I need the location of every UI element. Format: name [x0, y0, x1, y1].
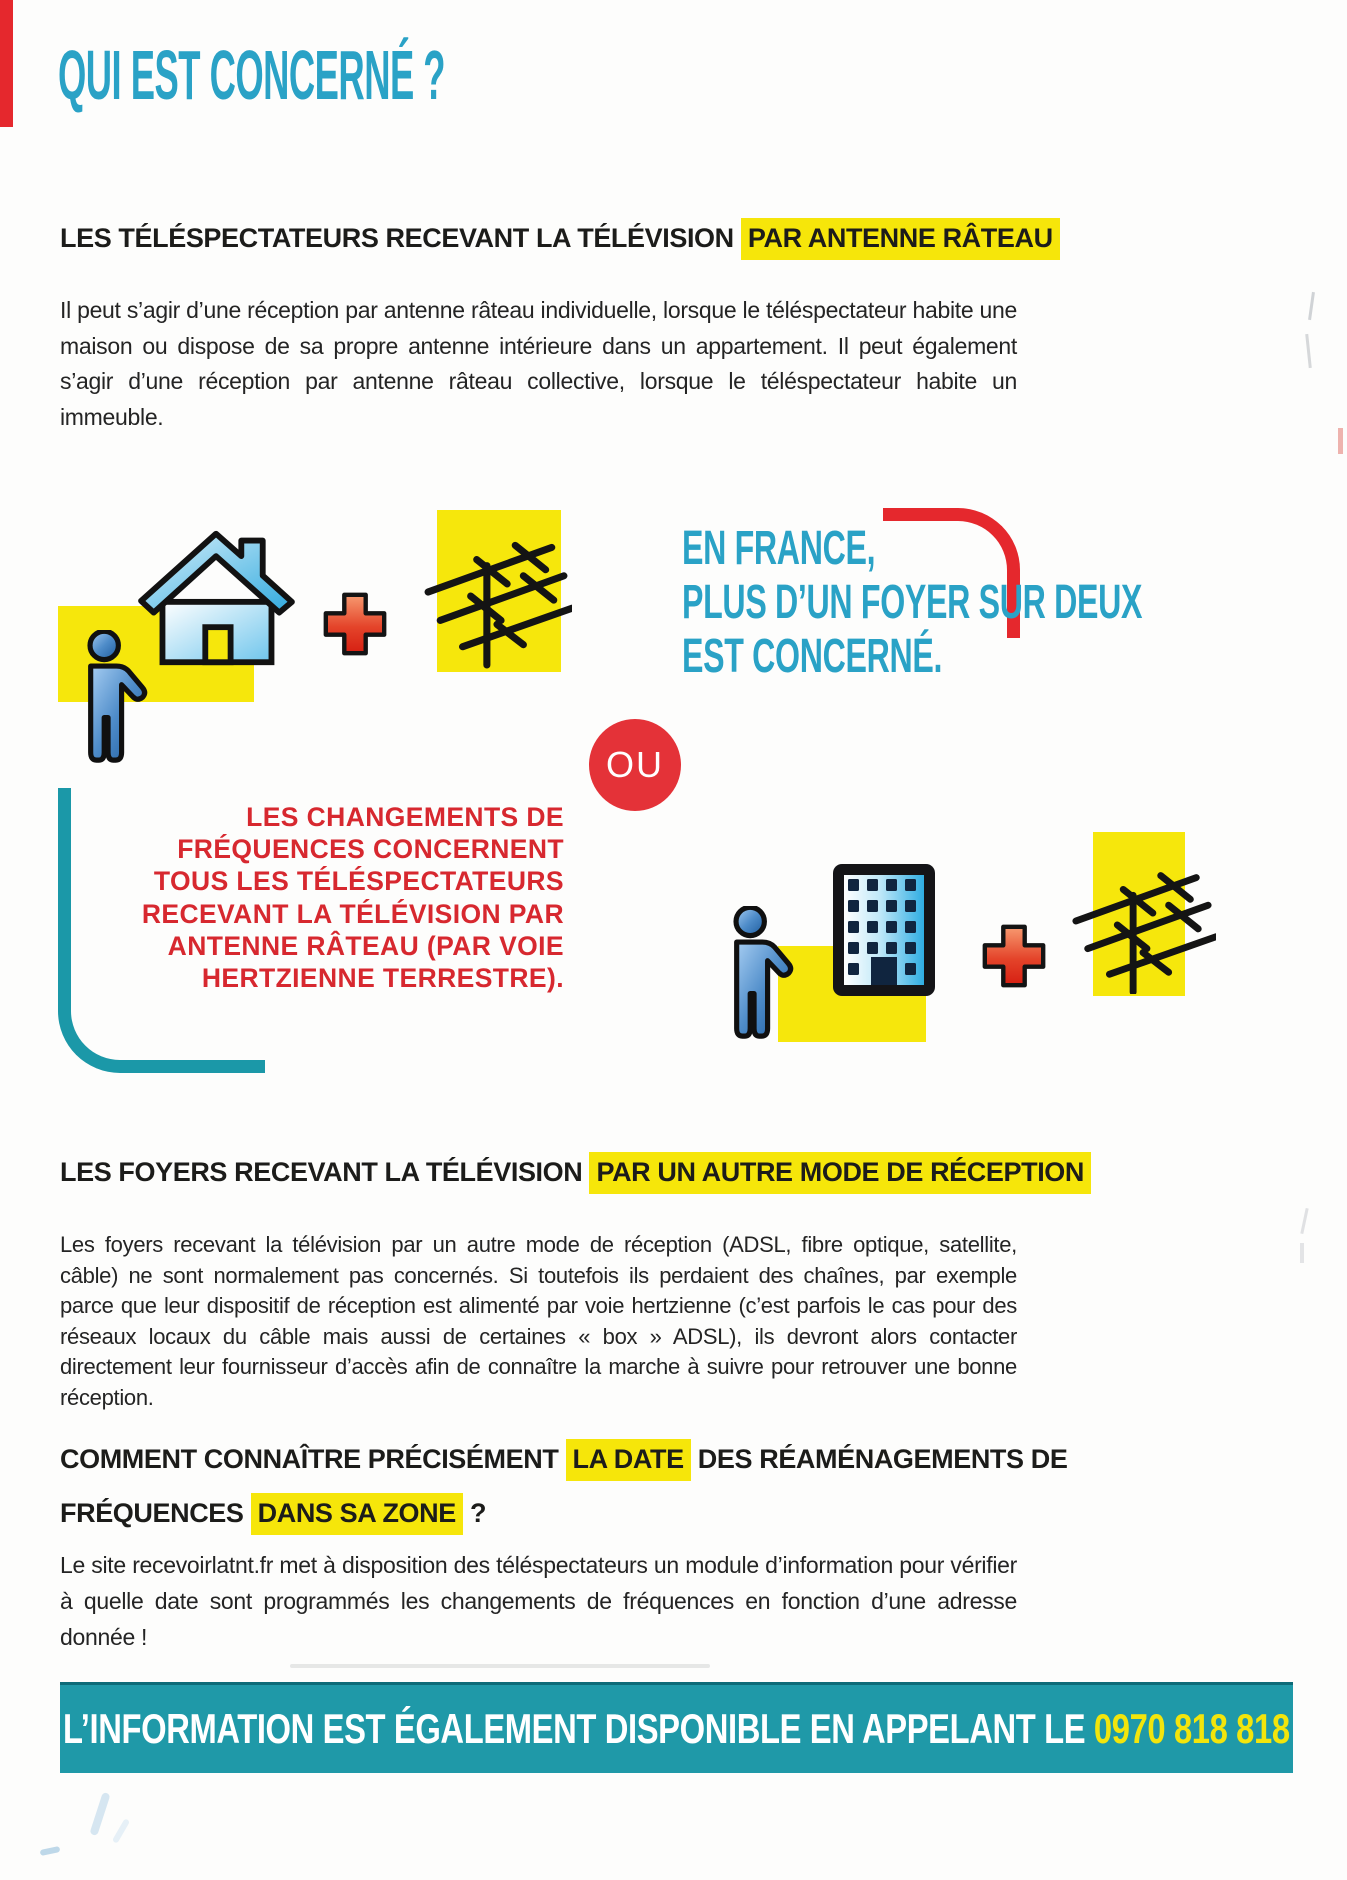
section-2-heading-highlight: PAR UN AUTRE MODE DE RÉCEPTION	[589, 1152, 1091, 1194]
plus-icon	[978, 920, 1050, 992]
rake-antenna-icon	[1068, 846, 1216, 994]
phone-number: 0970 818 818	[1094, 1705, 1290, 1752]
section-3-heading	[60, 1436, 1067, 1536]
scan-artifact	[1338, 428, 1343, 454]
section-1-heading-text: LES TÉLÉSPECTATEURS RECEVANT LA TÉLÉVISION	[60, 223, 741, 253]
building-icon	[828, 859, 940, 1001]
section-2-heading	[60, 1152, 1091, 1192]
paragraph-1: Il peut s’agir d’une réception par antenne râteau individuelle, lorsque le téléspectateur habite une maison ou dispose de sa propre antenne intérieure dans un appartement. Il peut également s’agir d’une réception par antenne râteau collective, lorsque le téléspectateur habite un immeuble.	[60, 297, 1017, 430]
person-icon	[716, 906, 796, 1040]
info-banner	[60, 1682, 1293, 1773]
section-3-heading-line-1	[60, 1436, 1067, 1482]
paragraph-3: Le site recevoirlatnt.fr met à disposition des téléspectateurs un module d’information pour vérifier à quelle date sont programmés les changements de fréquences en fonction d’une adresse donnée !	[60, 1552, 1017, 1650]
scan-artifact	[89, 1792, 110, 1836]
red-callout-line: RECEVANT LA TÉLÉVISION PAR	[141, 898, 564, 929]
red-accent-bar	[0, 0, 13, 127]
page-title	[58, 36, 802, 114]
section-1-heading	[60, 218, 1060, 258]
red-callout-line: TOUS LES TÉLÉSPECTATEURS	[153, 866, 564, 897]
scan-artifact	[112, 1818, 130, 1844]
section-3-heading-highlight: LA DATE	[566, 1439, 691, 1481]
info-banner-text-line	[63, 1705, 1290, 1753]
scan-artifact	[40, 1846, 61, 1856]
red-callout-line: FRÉQUENCES CONCERNENT	[177, 834, 564, 865]
section-2-heading-text: LES FOYERS RECEVANT LA TÉLÉVISION	[60, 1157, 590, 1187]
ou-badge-label: OU	[606, 744, 664, 785]
section-3-heading-text: DES RÉAMÉNAGEMENTS DE	[690, 1444, 1068, 1474]
scan-artifact	[1300, 1243, 1304, 1263]
section-3-heading-line-2	[60, 1490, 1067, 1536]
section-3-heading-text: COMMENT CONNAÎTRE PRÉCISÉMENT	[60, 1444, 566, 1474]
house-icon	[133, 524, 299, 670]
person-icon	[70, 630, 150, 764]
scan-artifact	[1308, 292, 1315, 320]
red-callout-line: HERTZIENNE TERRESTRE).	[201, 963, 564, 994]
info-banner-text: L’INFORMATION EST ÉGALEMENT DISPONIBLE EN APPELANT LE	[63, 1705, 1095, 1752]
section-1-heading-highlight: PAR ANTENNE RÂTEAU	[741, 218, 1060, 260]
red-callout-line: ANTENNE RÂTEAU (PAR VOIE	[167, 930, 564, 961]
page-title-text: QUI EST CONCERNÉ ?	[58, 36, 446, 114]
section-3-heading-highlight: DANS SA ZONE	[251, 1493, 463, 1535]
france-callout	[682, 522, 1347, 684]
scan-artifact	[1300, 1208, 1308, 1234]
paragraph-2: Les foyers recevant la télévision par un autre mode de réception (ADSL, fibre optique, satellite, câble) ne sont normalement pas concernés. Si toutefois ils perdaient des chaînes, par exemple parce que leur dispositif de réception est alimenté par voie hertzienne (c’est parfois le cas pour des réseaux locaux du câble mais aussi de certaines « box » ADSL), ils devront alors contacter directement leur fournisseur d’accès afin de connaître la marche à suivre pour retrouver une bonne réception.	[60, 1232, 1017, 1410]
france-callout-line: EN FRANCE,	[682, 522, 876, 575]
section-3-heading-text: FRÉQUENCES	[60, 1498, 251, 1528]
section-3-heading-text: ?	[462, 1498, 487, 1528]
teal-corner-accent	[58, 788, 265, 1073]
scan-artifact	[1305, 334, 1312, 368]
plus-icon	[317, 588, 393, 660]
scan-artifact	[290, 1664, 710, 1668]
red-callout-line: LES CHANGEMENTS DE	[246, 802, 564, 832]
ou-badge	[589, 719, 681, 811]
france-callout-line: PLUS D’UN FOYER SUR DEUX	[682, 576, 1143, 629]
rake-antenna-icon	[420, 512, 572, 670]
france-callout-line: EST CONCERNÉ.	[682, 630, 943, 683]
